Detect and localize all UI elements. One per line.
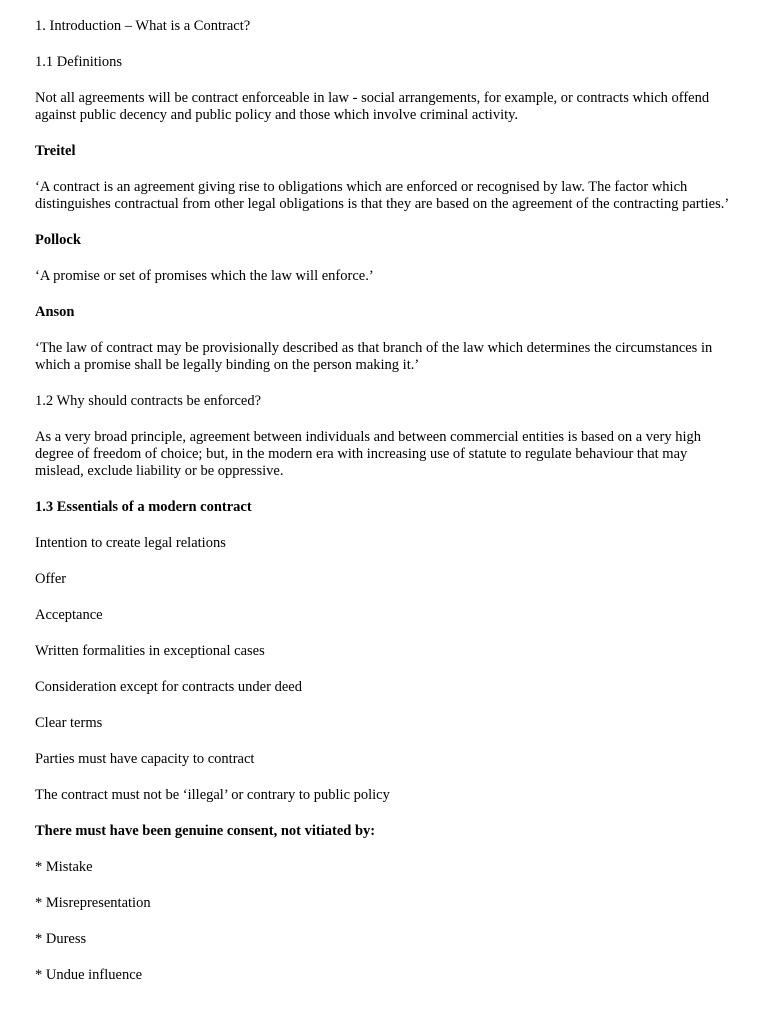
vitiating-factor-item: * Duress [35, 931, 87, 947]
anson-label: Anson [35, 304, 75, 320]
why-enforced-paragraph: As a very broad principle, agreement between individuals and between commercial entities is based on a very high degree of freedom of choice; but, in the modern era with increasing use of statute to regulate behaviour that may mislead, exclude liability or be oppressive. [35, 429, 701, 479]
consent-heading: There must have been genuine consent, not vitiated by: [35, 823, 376, 839]
treitel-label: Treitel [35, 143, 76, 159]
section-heading-essentials: 1.3 Essentials of a modern contract [35, 499, 252, 515]
section-heading-definitions: 1.1 Definitions [35, 54, 122, 70]
essential-item: Written formalities in exceptional cases [35, 643, 265, 659]
essential-item: Acceptance [35, 607, 103, 623]
essential-item: Parties must have capacity to contract [35, 751, 255, 767]
vitiating-factor-item: * Undue influence [35, 967, 143, 983]
essential-item: Offer [35, 571, 67, 587]
treitel-quote: ‘A contract is an agreement giving rise to obligations which are enforced or recognised by law. The factor which distinguishes contractual from other legal obligations is that they are based on the agreement of the contracting parties.’ [35, 179, 730, 212]
intro-paragraph: Not all agreements will be contract enforceable in law - social arrangements, for example, or contracts which offend against public decency and public policy and those which involve criminal activity. [35, 90, 710, 123]
essential-item: Consideration except for contracts under deed [35, 679, 302, 695]
anson-quote: ‘The law of contract may be provisionally described as that branch of the law which determines the circumstances in which a promise shall be legally binding on the person making it.’ [35, 340, 713, 373]
pollock-label: Pollock [35, 232, 81, 248]
pollock-quote: ‘A promise or set of promises which the law will enforce.’ [35, 268, 374, 284]
document-page [35, 18, 735, 1003]
vitiating-factor-item: * Mistake [35, 859, 93, 875]
essential-item: The contract must not be ‘illegal’ or contrary to public policy [35, 787, 390, 803]
essential-item: Intention to create legal relations [35, 535, 226, 551]
vitiating-factor-item: * Misrepresentation [35, 895, 151, 911]
essential-item: Clear terms [35, 715, 103, 731]
section-heading-why-enforced: 1.2 Why should contracts be enforced? [35, 393, 262, 409]
document-heading: 1. Introduction – What is a Contract? [35, 18, 251, 34]
